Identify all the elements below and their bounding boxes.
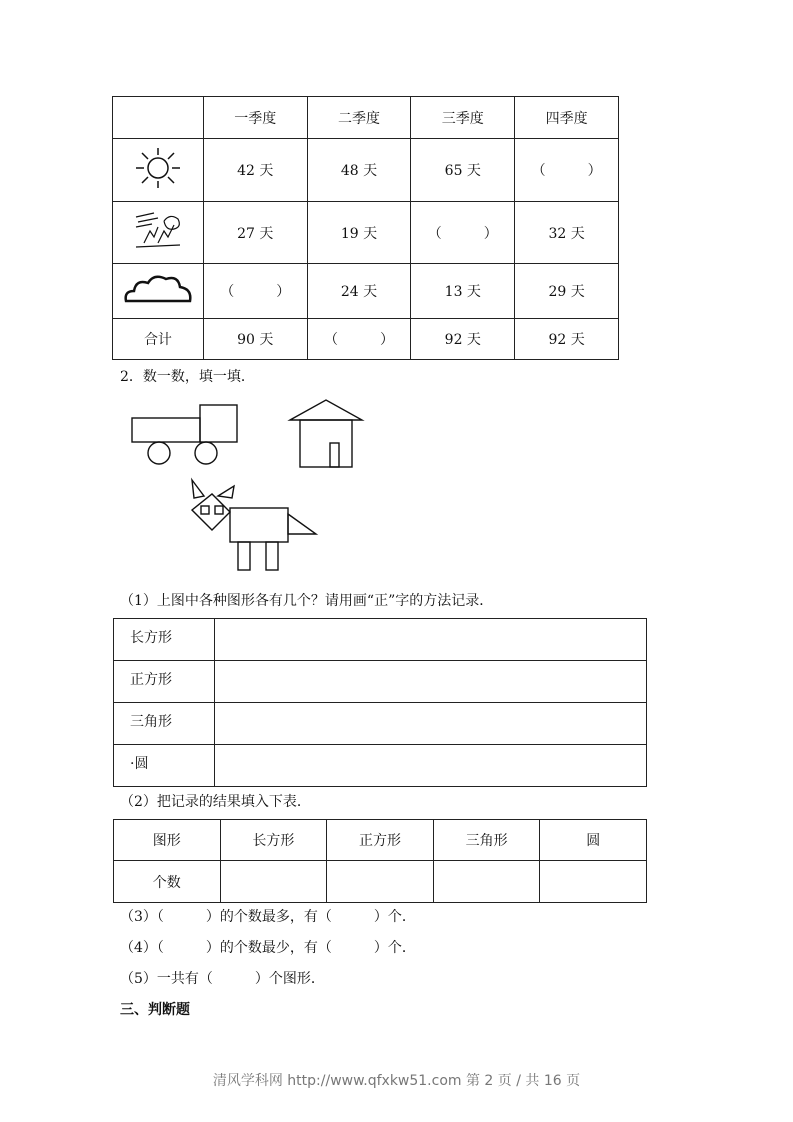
weather-table: [112, 96, 619, 360]
table-row: [113, 264, 619, 319]
header-cell: [113, 97, 204, 139]
page-footer: 清风学科网 http://www.qfxkw51.com 第 2 页 / 共 16 页: [212, 1073, 581, 1089]
header-cell: 一季度: [203, 97, 307, 139]
row-label: 个数: [114, 861, 221, 903]
table-cell: 42 天: [203, 139, 307, 202]
section-heading: 三、判断题: [120, 1002, 190, 1018]
header-cell: 长方形: [220, 820, 327, 861]
cow-eye-square: [201, 506, 209, 514]
house-roof-triangle: [290, 400, 362, 420]
table-cell: 32 天: [515, 202, 619, 264]
table-row: [114, 861, 647, 903]
question-title: 2．数一数，填一填．: [120, 369, 255, 385]
shapes-figure: [120, 390, 380, 580]
cow-leg-rectangle: [238, 542, 250, 570]
table-row: [114, 745, 647, 787]
table-row: [114, 619, 647, 661]
result-table: [113, 819, 647, 903]
header-cell: 图形: [114, 820, 221, 861]
truck-wheel-circle: [148, 442, 170, 464]
answer-cell[interactable]: [215, 661, 647, 703]
table-row: [114, 661, 647, 703]
subquestion-4: （4）（ ）的个数最少，有（ ）个．: [120, 940, 416, 956]
table-cell: （ ）: [515, 139, 619, 202]
row-label: 三角形: [114, 703, 215, 745]
row-label: 正方形: [114, 661, 215, 703]
subquestion-2: （2）把记录的结果填入下表．: [120, 794, 311, 810]
subquestion-1: （1）上图中各种图形各有几个？请用画“正”字的方法记录．: [120, 593, 494, 609]
truck-wheel-circle: [195, 442, 217, 464]
table-row: [114, 703, 647, 745]
table-cell: 24 天: [307, 264, 411, 319]
table-cell: 27 天: [203, 202, 307, 264]
table-cell: 90 天: [203, 319, 307, 360]
answer-cell[interactable]: [215, 703, 647, 745]
cloud-icon: [122, 269, 194, 309]
table-header-row: [113, 97, 619, 139]
answer-cell[interactable]: [540, 861, 647, 903]
answer-cell[interactable]: [215, 745, 647, 787]
table-cell: （ ）: [203, 264, 307, 319]
rain-icon: [128, 209, 188, 253]
table-row: [113, 202, 619, 264]
cow-tail-triangle: [288, 514, 316, 534]
table-row: [113, 319, 619, 360]
cow-ear-triangle: [218, 486, 234, 498]
row-label: ·圆: [114, 745, 215, 787]
table-cell: 13 天: [411, 264, 515, 319]
table-cell: 65 天: [411, 139, 515, 202]
answer-cell[interactable]: [220, 861, 327, 903]
row-label: 长方形: [114, 619, 215, 661]
total-label: 合计: [113, 319, 204, 360]
header-cell: 四季度: [515, 97, 619, 139]
answer-cell[interactable]: [215, 619, 647, 661]
header-cell: 三季度: [411, 97, 515, 139]
answer-cell[interactable]: [327, 861, 434, 903]
cow-head-square: [192, 494, 230, 530]
table-cell: 48 天: [307, 139, 411, 202]
cow-eye-square: [215, 506, 223, 514]
record-table: [113, 618, 647, 787]
cow-body-rectangle: [230, 508, 288, 542]
truck-bed-rectangle: [132, 418, 200, 442]
answer-cell[interactable]: [433, 861, 540, 903]
table-cell: 92 天: [411, 319, 515, 360]
house-body-rectangle: [300, 420, 352, 467]
header-cell: 圆: [540, 820, 647, 861]
truck-cab-square: [200, 405, 237, 442]
cow-ear-triangle: [192, 480, 204, 498]
table-cell: 92 天: [515, 319, 619, 360]
table-row: [113, 139, 619, 202]
subquestion-5: （5）一共有（ ）个图形．: [120, 971, 325, 987]
table-cell: 29 天: [515, 264, 619, 319]
header-cell: 三角形: [433, 820, 540, 861]
house-door-rectangle: [330, 443, 339, 467]
header-cell: 二季度: [307, 97, 411, 139]
subquestion-3: （3）（ ）的个数最多，有（ ）个．: [120, 909, 416, 925]
header-cell: 正方形: [327, 820, 434, 861]
table-cell: （ ）: [307, 319, 411, 360]
cow-leg-rectangle: [266, 542, 278, 570]
sun-icon: [128, 146, 188, 190]
table-cell: 19 天: [307, 202, 411, 264]
table-cell: （ ）: [411, 202, 515, 264]
table-header-row: [114, 820, 647, 861]
